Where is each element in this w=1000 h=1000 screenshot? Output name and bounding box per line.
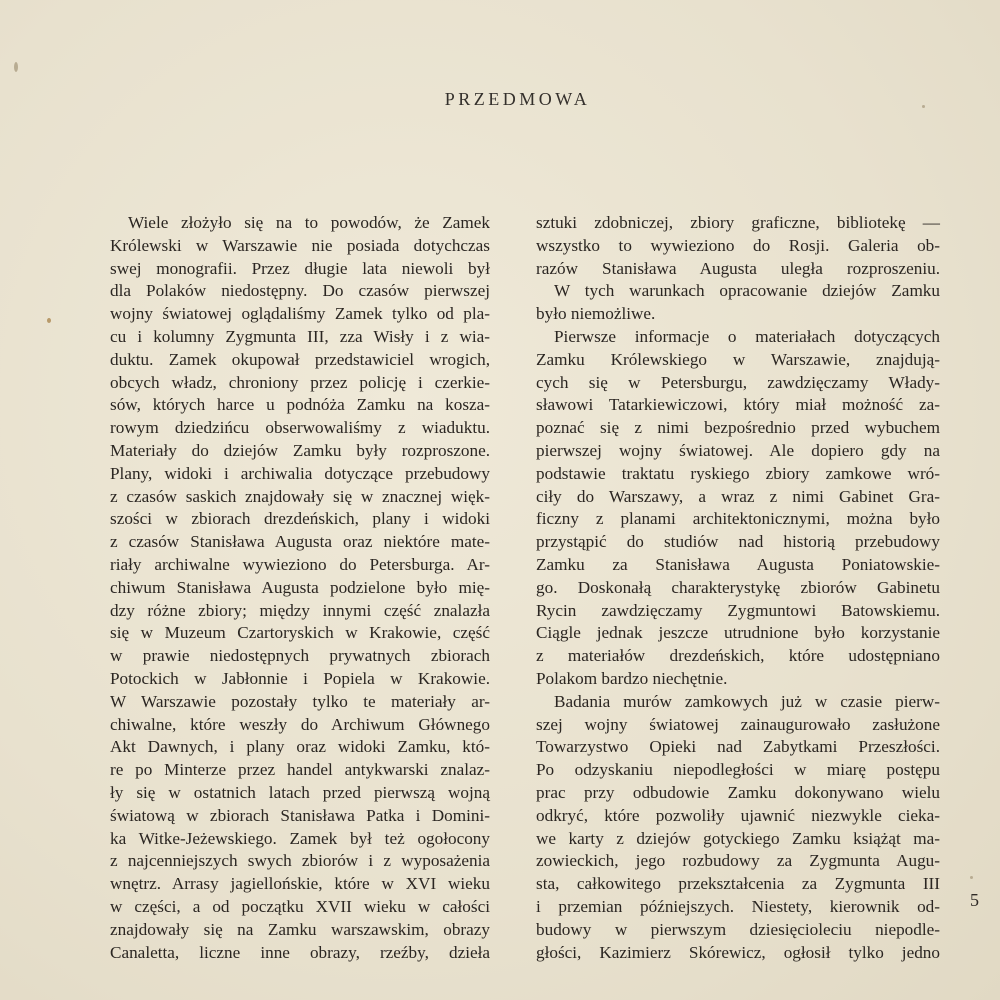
text-line: dzy różne zbiory; między innymi część znalazła — [110, 600, 490, 620]
text-line: Akt Dawnych, i plany oraz widoki Zamku, któ- — [110, 737, 490, 757]
text-line: rowym dziedzińcu obserwowaliśmy z wiaduktu. — [110, 418, 490, 438]
text-line: Zamku za Stanisława Augusta Poniatowskie- — [536, 554, 940, 574]
text-line: Potockich w Jabłonnie i Popiela w Krakowie. — [110, 668, 490, 688]
text-line: sta, całkowitego przekształcenia za Zygmunta III — [536, 874, 940, 894]
text-line: z czasów Stanisława Augusta oraz niektóre mate- — [110, 532, 490, 552]
text-line: Canaletta, liczne inne obrazy, rzeźby, dzieła — [110, 942, 490, 962]
text-line: duktu. Zamek okupował przedstawiciel wrogich, — [110, 349, 490, 369]
text-line: przystąpić do studiów nad historią przebudowy — [536, 532, 940, 552]
text-line: Rycin zawdzięczamy Zygmuntowi Batowskiemu. — [536, 600, 940, 620]
text-line: ciły do Warszawy, a wraz z nimi Gabinet Gra- — [536, 486, 940, 506]
text-line: głości, Kazimierz Skórewicz, ogłosił tylko jedno — [536, 942, 940, 962]
text-line: Materiały do dziejów Zamku były rozproszone. — [110, 440, 490, 460]
text-line: szości w zbiorach drezdeńskich, plany i widoki — [110, 509, 490, 529]
text-line: w części, a od początku XVII wieku w całości — [110, 896, 490, 916]
text-line: Badania murów zamkowych już w czasie pierw- — [554, 691, 940, 711]
text-line: go. Doskonałą charakterystykę zbiorów Gabinetu — [536, 577, 940, 597]
text-line: było niemożliwe. — [536, 304, 656, 324]
paper-speck — [970, 876, 973, 879]
text-line: Królewski w Warszawie nie posiada dotychczas — [110, 235, 490, 255]
text-line: Plany, widoki i archiwalia dotyczące przebudowy — [110, 463, 490, 483]
text-line: ły się w ostatnich latach przed pierwszą wojną — [110, 782, 490, 802]
text-line: i przemian późniejszych. Niestety, kierownik od- — [536, 896, 940, 916]
text-column-right — [536, 212, 940, 964]
text-line: Towarzystwo Opieki nad Zabytkami Przeszłości. — [536, 737, 940, 757]
text-line: z materiałów drezdeńskich, które udostępniano — [536, 646, 940, 666]
text-line: Pierwsze informacje o materiałach dotyczących — [554, 326, 940, 346]
text-line: światową w zbiorach Stanisława Patka i Domini- — [110, 805, 490, 825]
text-line: riały archiwalne wywieziono do Petersburga. Ar- — [110, 554, 490, 574]
text-line: szej wojny światowej zainaugurowało zasłużone — [536, 714, 940, 734]
text-line: poznać się z nimi bezpośrednio przed wybuchem — [536, 418, 940, 438]
text-line: W tych warunkach opracowanie dziejów Zamku — [554, 281, 940, 301]
text-line: wszystko to wywieziono do Rosji. Galeria ob- — [536, 235, 940, 255]
text-line: re po Minterze przez handel antykwarski znalaz- — [110, 760, 490, 780]
text-line: w prawie niedostępnych prywatnych zbiorach — [110, 646, 490, 666]
page-title: PRZEDMOWA — [444, 89, 591, 109]
text-line: Po odzyskaniu niepodległości w miarę postępu — [536, 760, 940, 780]
text-line: zowieckich, jego rozbudowy za Zygmunta Augu- — [536, 851, 940, 871]
text-line: sztuki zdobniczej, zbiory graficzne, bibliotekę — — [536, 213, 940, 232]
text-line: znajdowały się na Zamku warszawskim, obrazy — [110, 919, 490, 939]
text-line: sów, których harce u podnóża Zamku na kosza- — [110, 395, 490, 415]
text-line: pierwszej wojny światowej. Ale dopiero gdy na — [536, 440, 940, 460]
text-line: chiwum Stanisława Augusta podzielone było mię- — [110, 577, 490, 597]
text-line: ka Witke-Jeżewskiego. Zamek był też ogołocony — [110, 828, 490, 848]
text-line: sławowi Tatarkiewiczowi, który miał możność za- — [536, 395, 940, 415]
text-column-left — [110, 212, 490, 964]
text-line: Zamku Królewskiego w Warszawie, znajdują- — [536, 349, 940, 369]
text-line: z najcenniejszych swych zbiorów i z wyposażenia — [110, 851, 490, 871]
text-line: Wiele złożyło się na to powodów, że Zamek — [128, 213, 490, 232]
text-line: cych się w Petersburgu, zawdzięczamy Włady- — [536, 372, 940, 392]
text-line: obcych władz, chroniony przez policję i czerkie- — [110, 372, 490, 392]
paper-speck — [47, 318, 51, 323]
text-line: budowy w pierwszym dziesięcioleciu niepodle- — [536, 919, 940, 939]
text-line: się w Muzeum Czartoryskich w Krakowie, część — [110, 623, 490, 643]
text-line: swej monografii. Przez długie lata niewoli był — [110, 258, 490, 278]
text-line: odkryć, które pozwoliły ujawnić niezwykle cieka- — [536, 805, 940, 825]
text-line: W Warszawie pozostały tylko te materiały ar- — [110, 691, 490, 711]
text-line: z czasów saskich znajdowały się w znacznej więk- — [110, 486, 490, 506]
text-line: Ciągle jednak jeszcze utrudnione było korzystanie — [536, 623, 940, 643]
text-line: dla Polaków niedostępny. Do czasów pierwszej — [110, 281, 490, 301]
text-line: we karty z dziejów gotyckiego Zamku książąt ma- — [536, 828, 940, 848]
text-line: podstawie traktatu ryskiego zbiory zamkowe wró- — [536, 463, 940, 483]
text-line: Polakom bardzo niechętnie. — [536, 668, 728, 688]
paper-speck — [14, 62, 18, 72]
text-line: prac przy odbudowie Zamku dokonywano wielu — [536, 782, 940, 802]
text-line: chiwalne, które weszły do Archiwum Głównego — [110, 714, 490, 734]
text-line: cu i kolumny Zygmunta III, zza Wisły i z wia- — [110, 326, 490, 346]
text-line: wnętrz. Arrasy jagiellońskie, które w XVI wieku — [110, 874, 490, 894]
text-line: razów Stanisława Augusta uległa rozproszeniu. — [536, 258, 940, 278]
text-line: ficzny z planami architektonicznymi, można było — [536, 509, 940, 529]
text-line: wojny światowej oglądaliśmy Zamek tylko od pla- — [110, 304, 490, 324]
page-number: 5 — [970, 890, 979, 910]
